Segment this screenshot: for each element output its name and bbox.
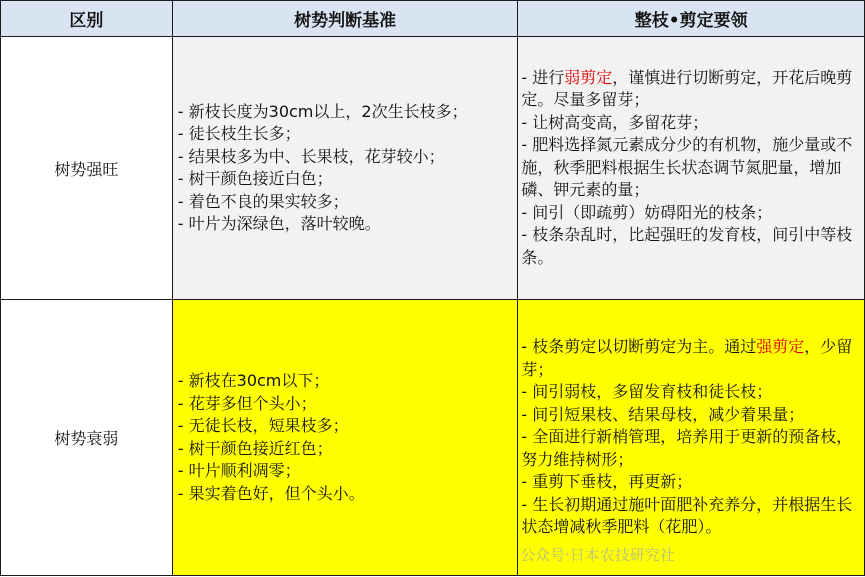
criteria-item: - 花芽多但个头小； — [177, 393, 317, 413]
criteria-item: - 新枝在30cm以下； — [177, 371, 330, 390]
pruning-item: - 让树高变高，多留花芽； — [521, 112, 709, 132]
header-criteria: 树势判断基准 — [172, 1, 518, 37]
criteria-item: - 结果枝多为中、长果枝，花芽较小； — [177, 146, 445, 166]
pruning-item: - 间引（即疏剪）妨碍阳光的枝条； — [521, 202, 773, 222]
row-label: 树势强旺 — [1, 37, 173, 300]
pruning-text: - 枝条剪定以切断剪定为主。通过 — [521, 337, 757, 357]
table-header-row — [1, 1, 865, 37]
criteria-item: - 新枝长度为30cm以上，2次生长枝多； — [177, 101, 468, 121]
pruning-highlight: 强剪定 — [756, 337, 805, 357]
criteria-cell — [172, 300, 518, 576]
watermark: 公众号·日本农技研究社 — [520, 546, 675, 564]
pruning-text: - 进行 — [521, 67, 565, 87]
criteria-item: - 树干颜色接近白色； — [177, 169, 333, 188]
header-pruning: 整枝•剪定要领 — [518, 1, 865, 37]
table-row — [1, 300, 865, 576]
criteria-item: - 果实着色好，但个头小。 — [177, 483, 365, 503]
pruning-item: - 间引弱枝，多留发育枝和徒长枝； — [521, 382, 773, 402]
criteria-item: - 着色不良的果实较多； — [177, 191, 349, 211]
pruning-cell — [518, 300, 865, 576]
header-category: 区别 — [1, 1, 173, 37]
table-row — [1, 37, 865, 300]
pruning-cell — [518, 37, 865, 300]
pruning-item: - 肥料选择氮元素成分少的有机物，施少量或不施，秋季肥料根据生长状态调节氮肥量，增加磷、钾元素的量； — [521, 135, 853, 200]
criteria-cell — [172, 37, 518, 300]
pruning-item: - 重剪下垂枝，再更新； — [521, 472, 693, 492]
criteria-item: - 叶片为深绿色，落叶较晚。 — [177, 214, 381, 233]
criteria-item: - 无徒长枝，短果枝多； — [177, 416, 349, 435]
pruning-item — [521, 67, 860, 112]
criteria-item: - 树干颜色接近红色； — [177, 438, 333, 458]
row-label: 树势衰弱 — [1, 300, 173, 576]
pruning-item: - 全面进行新梢管理，培养用于更新的预备枝，努力维持树形； — [521, 427, 853, 469]
pruning-text: ，少留芽； — [521, 337, 853, 379]
pruning-highlight: 弱剪定 — [564, 67, 613, 87]
pruning-text: ，谨慎进行切断剪定，开花后晚剪定。尽量多留芽； — [521, 67, 853, 110]
pruning-item: - 枝条杂乱时，比起强旺的发育枝，间引中等枝条。 — [521, 225, 853, 267]
pruning-item — [521, 336, 860, 381]
pruning-item: - 生长初期通过施叶面肥补充养分，并根据生长状态增减秋季肥料（花肥）。 — [521, 494, 853, 537]
pruning-item: - 间引短果枝、结果母枝，减少着果量； — [521, 404, 805, 424]
criteria-item: - 叶片顺利凋零； — [177, 461, 301, 480]
criteria-item: - 徒长枝生长多； — [177, 124, 301, 143]
